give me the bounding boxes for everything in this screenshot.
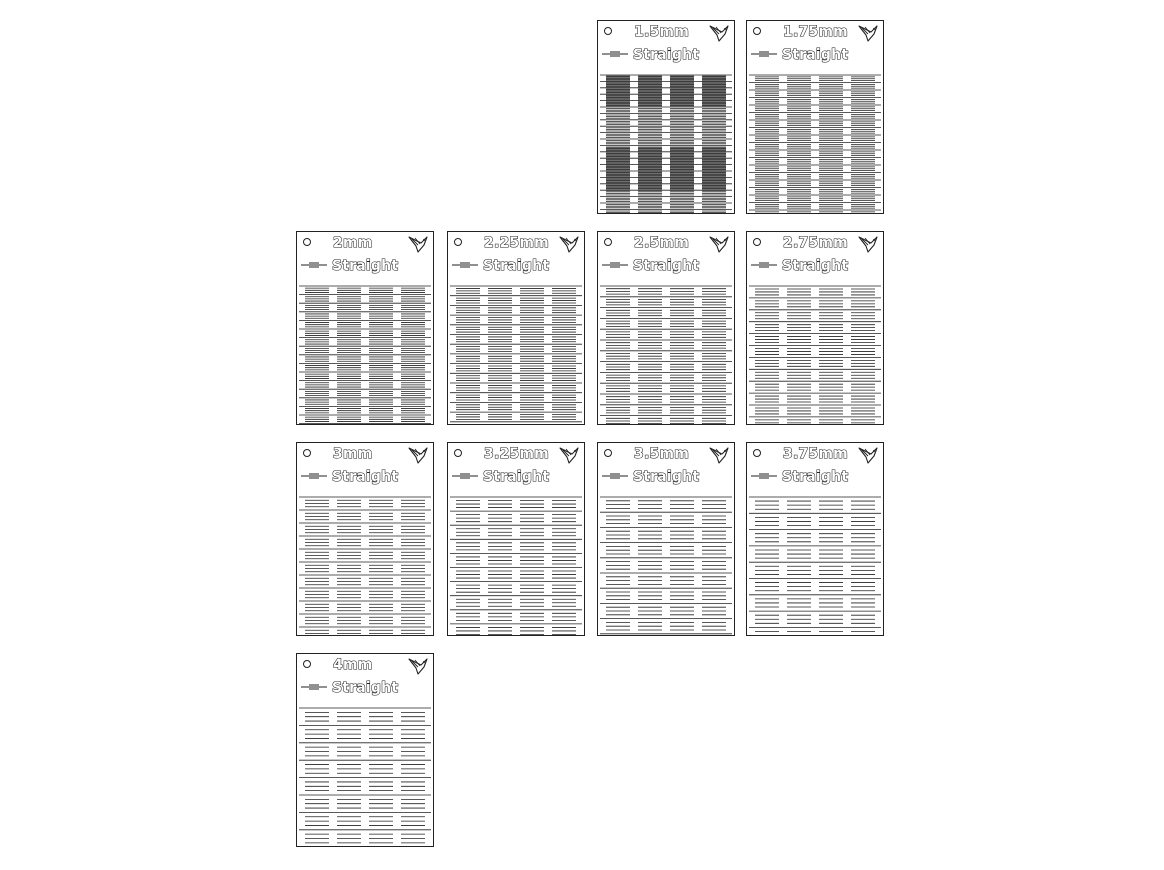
swatch-card	[447, 442, 585, 636]
needle-style-label: Straight	[332, 680, 399, 696]
needle-icon	[602, 473, 628, 481]
needle-icon	[602, 262, 628, 270]
swatch-card	[746, 20, 884, 214]
needle-size-label: 3.25mm	[484, 446, 549, 462]
needle-size-label: 2.75mm	[783, 235, 848, 251]
bird-logo-icon	[558, 234, 580, 254]
bird-logo-icon	[407, 445, 429, 465]
stitch-grid	[448, 284, 584, 424]
swatch-card	[296, 653, 434, 847]
stitch-grid	[598, 73, 734, 213]
bird-logo-icon	[407, 656, 429, 676]
hanging-hole-icon	[303, 660, 311, 668]
swatch-card	[447, 231, 585, 425]
needle-size-label: 3mm	[333, 446, 373, 462]
hanging-hole-icon	[303, 238, 311, 246]
needle-icon	[452, 473, 478, 481]
swatch-card	[597, 442, 735, 636]
needle-icon	[751, 51, 777, 59]
needle-style-label: Straight	[782, 47, 849, 63]
needle-size-label: 1.5mm	[634, 24, 689, 40]
bird-logo-icon	[708, 234, 730, 254]
needle-icon	[301, 473, 327, 481]
bird-logo-icon	[857, 234, 879, 254]
hanging-hole-icon	[753, 238, 761, 246]
stitch-grid	[747, 73, 883, 213]
needle-size-label: 3.5mm	[634, 446, 689, 462]
bird-logo-icon	[407, 234, 429, 254]
hanging-hole-icon	[753, 449, 761, 457]
needle-size-label: 3.75mm	[783, 446, 848, 462]
needle-style-label: Straight	[483, 469, 550, 485]
bird-logo-icon	[708, 445, 730, 465]
needle-style-label: Straight	[633, 47, 700, 63]
bird-logo-icon	[857, 445, 879, 465]
needle-style-label: Straight	[483, 258, 550, 274]
swatch-card	[296, 442, 434, 636]
hanging-hole-icon	[303, 449, 311, 457]
swatch-card	[746, 231, 884, 425]
needle-size-label: 4mm	[333, 657, 373, 673]
stitch-grid	[747, 495, 883, 635]
hanging-hole-icon	[454, 238, 462, 246]
needle-style-label: Straight	[782, 469, 849, 485]
hanging-hole-icon	[604, 449, 612, 457]
needle-size-label: 2mm	[333, 235, 373, 251]
needle-style-label: Straight	[782, 258, 849, 274]
needle-size-label: 1.75mm	[783, 24, 848, 40]
hanging-hole-icon	[454, 449, 462, 457]
bird-logo-icon	[558, 445, 580, 465]
needle-style-label: Straight	[332, 469, 399, 485]
bird-logo-icon	[708, 23, 730, 43]
needle-icon	[602, 51, 628, 59]
swatch-card	[597, 20, 735, 214]
swatch-card	[296, 231, 434, 425]
needle-icon	[751, 262, 777, 270]
stitch-grid	[297, 284, 433, 424]
stitch-grid	[297, 706, 433, 846]
needle-style-label: Straight	[633, 469, 700, 485]
hanging-hole-icon	[604, 27, 612, 35]
needle-icon	[301, 262, 327, 270]
needle-size-label: 2.25mm	[484, 235, 549, 251]
bird-logo-icon	[857, 23, 879, 43]
needle-icon	[751, 473, 777, 481]
swatch-card	[597, 231, 735, 425]
needle-icon	[452, 262, 478, 270]
needle-style-label: Straight	[633, 258, 700, 274]
stitch-grid	[448, 495, 584, 635]
swatch-card	[746, 442, 884, 636]
needle-style-label: Straight	[332, 258, 399, 274]
needle-size-label: 2.5mm	[634, 235, 689, 251]
stitch-grid	[747, 284, 883, 424]
stitch-grid	[297, 495, 433, 635]
stitch-grid	[598, 284, 734, 424]
stitch-grid	[598, 495, 734, 635]
hanging-hole-icon	[604, 238, 612, 246]
hanging-hole-icon	[753, 27, 761, 35]
needle-icon	[301, 684, 327, 692]
